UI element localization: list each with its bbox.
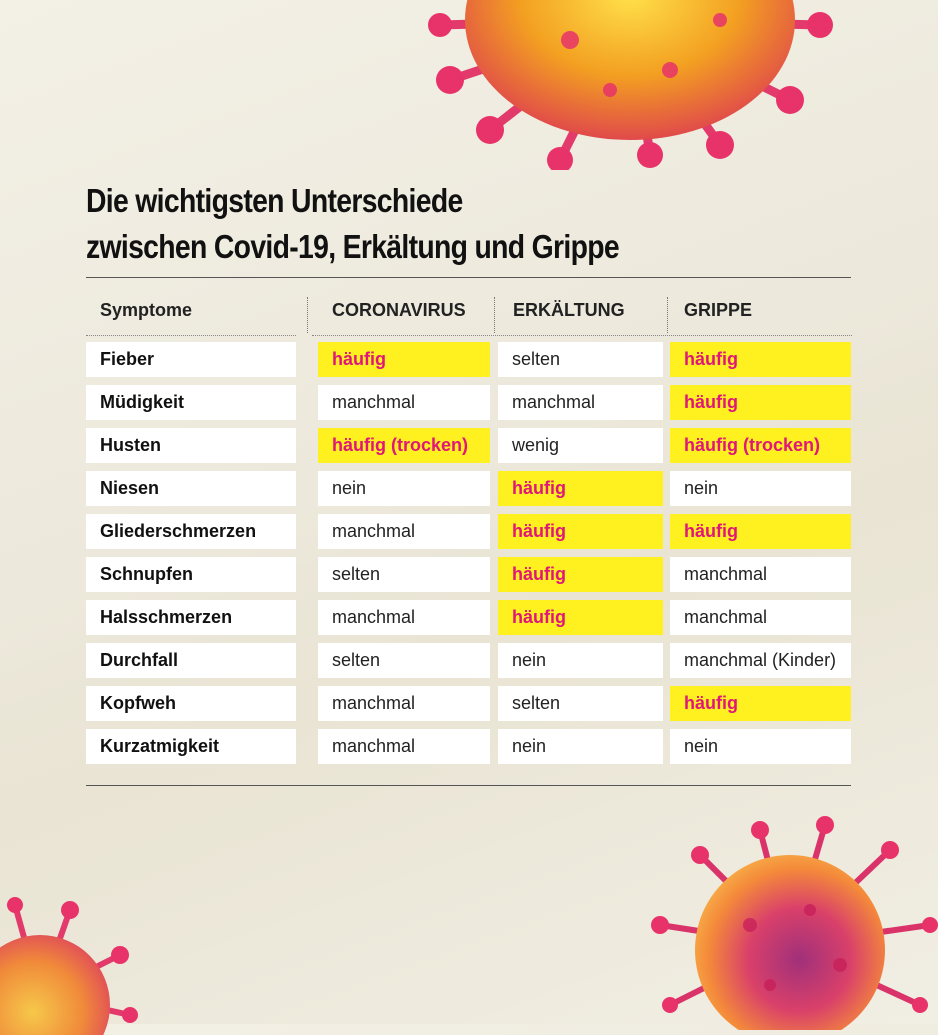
value-cell: selten [318, 643, 490, 678]
header-separator [667, 297, 668, 333]
value-cell: selten [498, 686, 663, 721]
bottom-rule [86, 785, 851, 786]
value-cell: selten [498, 342, 663, 377]
value-cell: manchmal [670, 600, 851, 635]
header-separator [307, 297, 308, 333]
symptom-cell: Müdigkeit [86, 385, 296, 420]
value-cell: manchmal (Kinder) [670, 643, 851, 678]
virus-illustration-bottom-right [640, 815, 938, 1030]
value-cell-highlighted: häufig [670, 686, 851, 721]
symptom-cell: Kurzatmigkeit [86, 729, 296, 764]
value-cell: manchmal [670, 557, 851, 592]
title-line-1: Die wichtigsten Unterschiede [86, 182, 463, 219]
value-cell: manchmal [318, 600, 490, 635]
value-cell-highlighted: häufig [498, 557, 663, 592]
header-dotted-rule [86, 335, 296, 336]
virus-illustration-top [420, 0, 840, 170]
value-cell-highlighted: häufig [498, 471, 663, 506]
header-separator [494, 297, 495, 333]
value-cell-highlighted: häufig [670, 342, 851, 377]
symptom-cell: Kopfweh [86, 686, 296, 721]
symptom-cell: Gliederschmerzen [86, 514, 296, 549]
value-cell: manchmal [318, 686, 490, 721]
symptom-cell: Husten [86, 428, 296, 463]
page-title [86, 178, 619, 270]
header-grippe: GRIPPE [684, 300, 753, 320]
header-dotted-rule [312, 335, 852, 336]
symptom-cell: Halsschmerzen [86, 600, 296, 635]
value-cell: wenig [498, 428, 663, 463]
symptom-cell: Durchfall [86, 643, 296, 678]
value-cell-highlighted: häufig [318, 342, 490, 377]
top-rule [86, 277, 851, 278]
symptom-cell: Fieber [86, 342, 296, 377]
header-symptome: Symptome [100, 300, 193, 320]
virus-illustration-bottom-left [0, 895, 140, 1035]
value-cell-highlighted: häufig [670, 385, 851, 420]
value-cell-highlighted: häufig (trocken) [318, 428, 490, 463]
value-cell: selten [318, 557, 490, 592]
value-cell: nein [498, 729, 663, 764]
value-cell: manchmal [318, 729, 490, 764]
value-cell: nein [318, 471, 490, 506]
header-erkaeltung: ERKÄLTUNG [513, 300, 625, 320]
symptom-cell: Niesen [86, 471, 296, 506]
value-cell: manchmal [318, 514, 490, 549]
title-line-2: zwischen Covid-19, Erkältung und Grippe [86, 228, 619, 265]
value-cell: manchmal [318, 385, 490, 420]
value-cell: manchmal [498, 385, 663, 420]
header-coronavirus: CORONAVIRUS [332, 300, 466, 320]
value-cell-highlighted: häufig [498, 600, 663, 635]
value-cell: nein [670, 471, 851, 506]
value-cell-highlighted: häufig [670, 514, 851, 549]
value-cell: nein [670, 729, 851, 764]
value-cell: nein [498, 643, 663, 678]
value-cell-highlighted: häufig (trocken) [670, 428, 851, 463]
symptom-cell: Schnupfen [86, 557, 296, 592]
value-cell-highlighted: häufig [498, 514, 663, 549]
